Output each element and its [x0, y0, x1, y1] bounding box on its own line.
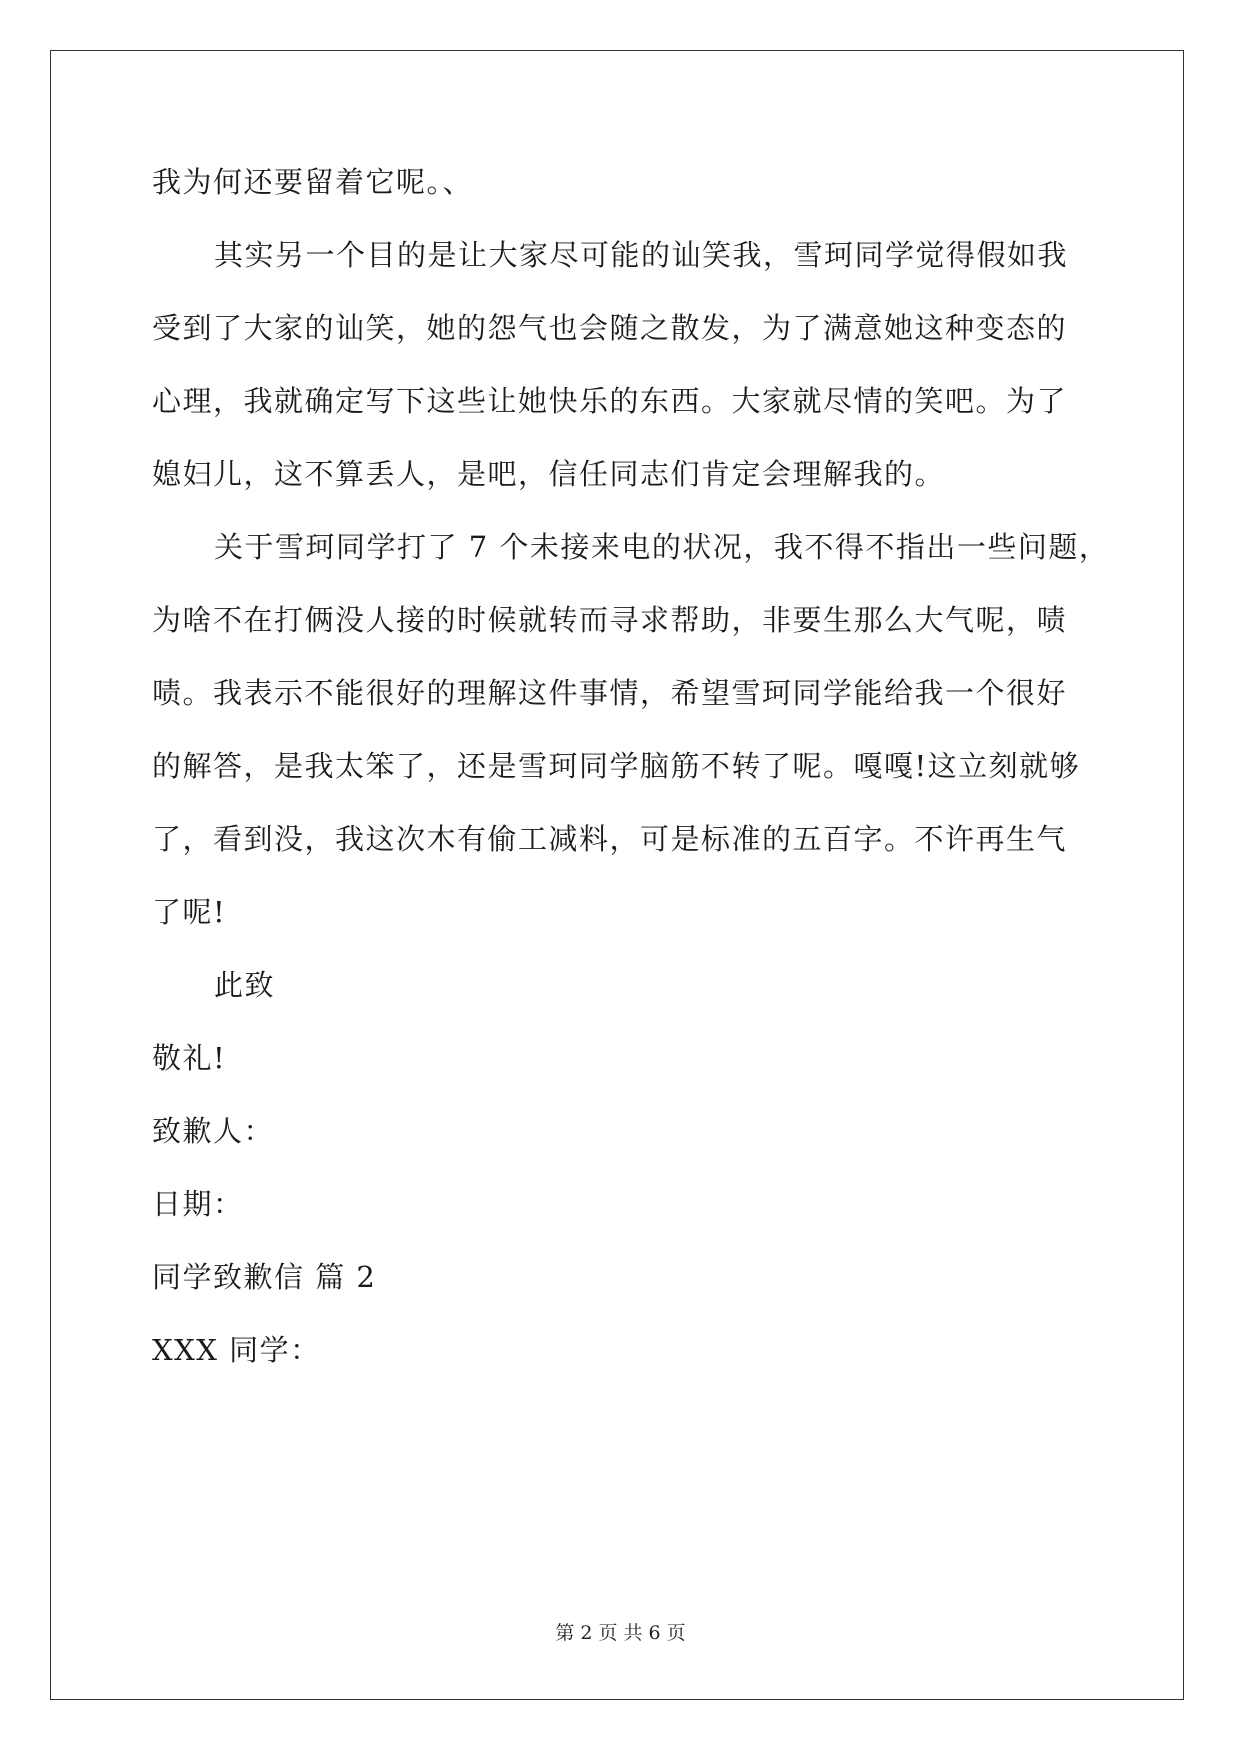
- section-heading: 同学致歉信 篇 2: [152, 1260, 377, 1294]
- text-line: 了呢!: [152, 895, 227, 929]
- page-frame: [50, 50, 1184, 1700]
- signature-label: 致歉人：: [152, 1114, 275, 1148]
- page-number: 第 2 页 共 6 页: [555, 1622, 686, 1644]
- closing-salutation: 此致: [214, 968, 276, 1002]
- closing-regards: 敬礼!: [152, 1041, 227, 1075]
- text-line: 的解答，是我太笨了，还是雪珂同学脑筋不转了呢。嘎嘎!这立刻就够: [152, 749, 1081, 783]
- text-line: 其实另一个目的是让大家尽可能的讪笑我，雪珂同学觉得假如我: [214, 238, 1069, 272]
- text-line: 啧。我表示不能很好的理解这件事情，希望雪珂同学能给我一个很好: [152, 676, 1068, 710]
- date-label: 日期：: [152, 1187, 244, 1221]
- text-line: 媳妇儿，这不算丢人，是吧，信任同志们肯定会理解我的。: [152, 457, 946, 491]
- recipient-greeting: XXX 同学：: [152, 1333, 321, 1367]
- text-line: 受到了大家的讪笑，她的怨气也会随之散发，为了满意她这种变态的: [152, 311, 1068, 345]
- text-line: 我为何还要留着它呢。、: [152, 165, 474, 199]
- text-line: 为啥不在打俩没人接的时候就转而寻求帮助，非要生那么大气呢，啧: [152, 603, 1068, 637]
- text-line: 心理，我就确定写下这些让她快乐的东西。大家就尽情的笑吧。为了: [152, 384, 1068, 418]
- text-line: 了，看到没，我这次木有偷工减料，可是标准的五百字。不许再生气: [152, 822, 1068, 856]
- text-line: 关于雪珂同学打了 7 个未接来电的状况，我不得不指出一些问题，: [214, 530, 1110, 564]
